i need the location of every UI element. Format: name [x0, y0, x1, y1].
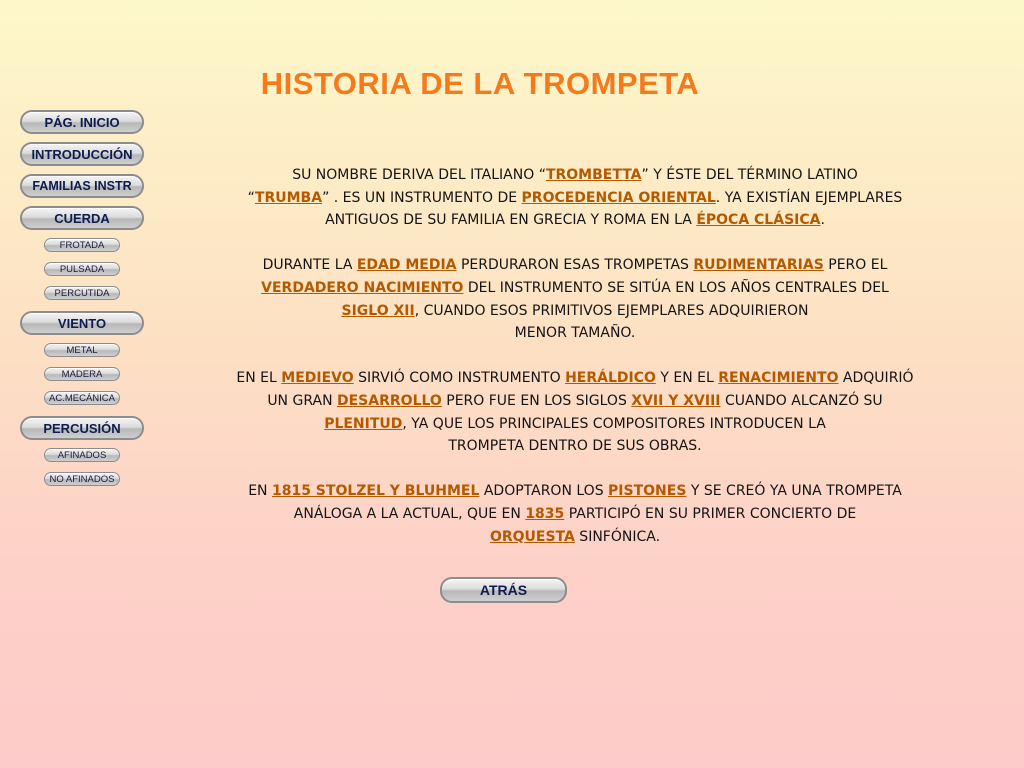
nav-percusion-button[interactable]: PERCUSIÓN: [20, 416, 144, 440]
nav-noafinados-button[interactable]: NO AFINADOS: [44, 472, 120, 486]
text: PERDURARON ESAS TROMPETAS: [456, 257, 694, 274]
nav-madera-button[interactable]: MADERA: [44, 367, 120, 381]
paragraph-pistons: [150, 480, 1000, 548]
text: ADQUIRIÓ: [838, 370, 914, 387]
nav-percutida-button[interactable]: PERCUTIDA: [44, 286, 120, 300]
highlight: 1835: [525, 505, 565, 522]
text: .: [820, 212, 825, 229]
paragraph-middle-ages: [150, 254, 1000, 344]
highlight: 1815 STOLZEL Y BLUHMEL: [271, 483, 480, 500]
highlight: PISTONES: [608, 483, 687, 500]
text: EN EL: [236, 370, 282, 387]
nav-pulsada-button[interactable]: PULSADA: [44, 262, 120, 276]
highlight: PROCEDENCIA ORIENTAL: [521, 189, 716, 206]
text: UN GRAN: [267, 392, 337, 409]
text: DEL INSTRUMENTO SE SITÚA EN LOS AÑOS CENTRALES DEL: [463, 279, 889, 296]
page-title: HISTORIA DE LA TROMPETA: [260, 66, 700, 101]
text: Y EN EL: [655, 370, 719, 387]
highlight: TROMBETTA: [545, 167, 642, 183]
text: ADOPTARON LOS: [479, 483, 609, 500]
nav-metal-button[interactable]: METAL: [44, 343, 120, 357]
text: ” Y ÉSTE DEL TÉRMINO LATINO: [641, 167, 858, 183]
back-button[interactable]: ATRÁS: [440, 577, 567, 603]
text: Y SE CREÓ YA UNA TROMPETA: [686, 483, 902, 500]
highlight: EDAD MEDIA: [356, 257, 457, 274]
nav-viento-button[interactable]: VIENTO: [20, 311, 144, 335]
text: PERO FUE EN LOS SIGLOS: [441, 392, 632, 409]
highlight: SIGLO XII: [341, 302, 415, 319]
highlight: ÉPOCA CLÁSICA: [696, 212, 821, 229]
text: SU NOMBRE DERIVA DEL ITALIANO “: [292, 167, 546, 183]
highlight: ORQUESTA: [489, 528, 575, 545]
history-text: [150, 164, 1000, 571]
text: PERO EL: [823, 257, 888, 274]
highlight: XVII Y XVIII: [631, 392, 721, 409]
nav-familias-button[interactable]: FAMILIAS INSTR: [20, 174, 144, 198]
text: PARTICIPÓ EN SU PRIMER CONCIERTO DE: [564, 505, 857, 522]
nav-afinados-button[interactable]: AFINADOS: [44, 448, 120, 462]
nav-cuerda-button[interactable]: CUERDA: [20, 206, 144, 230]
text: MENOR TAMAÑO.: [514, 325, 636, 342]
text: TROMPETA DENTRO DE SUS OBRAS.: [448, 438, 702, 455]
text: , YA QUE LOS PRINCIPALES COMPOSITORES INTRODUCEN LA: [402, 415, 826, 432]
text: CUANDO ALCANZÓ SU: [720, 392, 883, 409]
text: SINFÓNICA.: [574, 528, 661, 545]
highlight: RENACIMIENTO: [718, 370, 839, 387]
nav-frotada-button[interactable]: FROTADA: [44, 238, 120, 252]
nav-acmecanica-button[interactable]: AC.MECÁNICA: [44, 391, 120, 405]
highlight: VERDADERO NACIMIENTO: [261, 279, 464, 296]
text: “: [247, 189, 255, 206]
highlight: HERÁLDICO: [565, 370, 656, 387]
highlight: PLENITUD: [324, 415, 403, 432]
highlight: MEDIEVO: [281, 370, 354, 387]
text: , CUANDO ESOS PRIMITIVOS EJEMPLARES ADQUIRIERON: [414, 302, 809, 319]
text: SIRVIÓ COMO INSTRUMENTO: [353, 370, 566, 387]
nav-inicio-button[interactable]: PÁG. INICIO: [20, 110, 144, 134]
highlight: TRUMBA: [254, 189, 323, 206]
paragraph-origin: [150, 164, 1000, 232]
text: ANTIGUOS DE SU FAMILIA EN GRECIA Y ROMA EN LA: [325, 212, 697, 229]
highlight: DESARROLLO: [337, 392, 442, 409]
highlight: RUDIMENTARIAS: [693, 257, 824, 274]
text: EN: [248, 483, 272, 500]
nav-introduccion-button[interactable]: INTRODUCCIÓN: [20, 142, 144, 166]
text: . YA EXISTÍAN EJEMPLARES: [715, 189, 903, 206]
text: ” . ES UN INSTRUMENTO DE: [322, 189, 522, 206]
paragraph-renaissance: [150, 367, 1000, 457]
text: DURANTE LA: [262, 257, 357, 274]
text: ANÁLOGA A LA ACTUAL, QUE EN: [293, 505, 526, 522]
